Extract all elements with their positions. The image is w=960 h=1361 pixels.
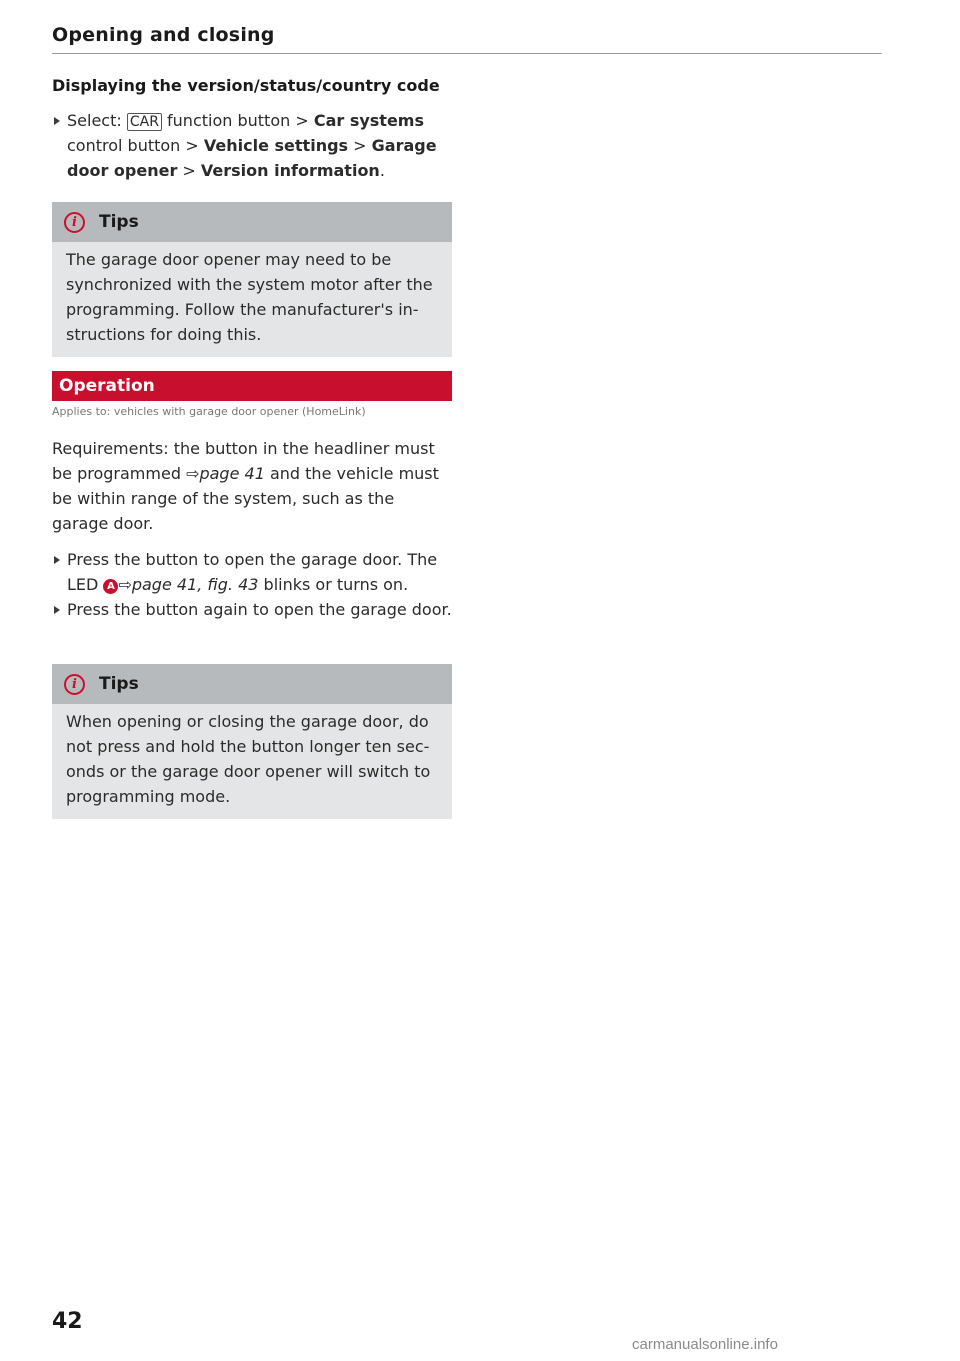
- operation-section: [52, 436, 452, 622]
- tips-header: [52, 202, 452, 242]
- tips-body: When opening or closing the garage door, do not press and hold the button longer ten sec-onds or the garage door opener will switch to programming mode.: [66, 712, 431, 806]
- page-reference: page 41: [199, 464, 265, 483]
- version-section: [52, 76, 452, 183]
- page-number: 42: [52, 1309, 83, 1334]
- tips-label: Tips: [99, 212, 139, 232]
- info-icon: i: [64, 674, 85, 695]
- car-systems-label: Car systems: [313, 111, 424, 130]
- version-heading: Displaying the version/status/country code: [52, 76, 440, 95]
- callout-a-icon: A: [103, 579, 118, 594]
- tips-box-2: [52, 664, 452, 819]
- arrow-icon: ⇨: [118, 575, 132, 594]
- figure-reference: page 41, fig. 43: [131, 575, 259, 594]
- vehicle-settings-label: Vehicle settings: [203, 136, 349, 155]
- requirements-paragraph: Requirements: the button in the headliner must be programmed ⇨page 41 and the vehicle must be within range of the system, such as the garage door.: [52, 439, 439, 533]
- info-icon: i: [64, 212, 85, 233]
- garage-door-opener-label: Garage door opener: [67, 136, 437, 180]
- version-step: Select: CAR function button > Car systems control button > Vehicle settings > Garage door opener > Version information.: [52, 108, 452, 183]
- tips-box-1: [52, 202, 452, 357]
- operation-step-2: Press the button again to open the garage door.: [52, 597, 452, 622]
- tips-body: The garage door opener may need to be synchronized with the system motor after the programming. Follow the manufacturer's in-structions for doing this.: [66, 250, 433, 344]
- chapter-title: Opening and closing: [52, 24, 275, 46]
- operation-step-1: Press the button to open the garage door. The LED A ⇨page 41, fig. 43 blinks or turns on.: [52, 547, 452, 597]
- watermark: carmanualsonline.info: [632, 1336, 778, 1353]
- operation-heading: Operation: [52, 371, 452, 401]
- tips-header: [52, 664, 452, 704]
- version-information-label: Version information: [200, 161, 380, 180]
- applies-to-note: Applies to: vehicles with garage door opener (HomeLink): [52, 405, 366, 418]
- header-divider: [52, 53, 882, 54]
- tips-label: Tips: [99, 674, 139, 694]
- car-key-label: CAR: [127, 113, 162, 131]
- arrow-icon: ⇨: [186, 464, 200, 483]
